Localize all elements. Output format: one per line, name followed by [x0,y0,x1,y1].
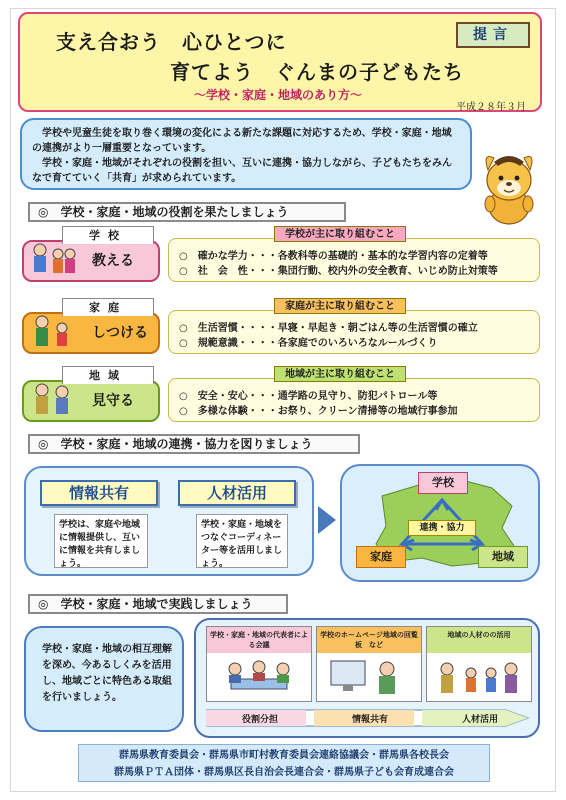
role-home [22,298,540,356]
community-people-illustration [431,655,527,699]
role-task-line: ○ 安全・安心・・・通学路の見守り、防犯パトロール等 [179,391,438,402]
role-community [22,366,540,424]
example-head: 学校のホームページ地域の回覧板 など [317,627,421,653]
footer-line-2: 群馬県ＰＴＡ団体・群馬県区長自治会長連合会・群馬県子ども会育成連合会 [114,767,454,778]
practice-examples-panel [194,618,540,738]
proposal-badge: 提言 [456,22,530,48]
info-sharing-desc: 学校は、家庭や地域に情報提供し、互いに情報を共有しましょう。 [54,514,148,568]
cooperation-diagram [340,464,540,582]
role-task-line: ○ 生活習慣・・・・早寝・早起き・朝ごはん等の生活習慣の確立 [179,323,478,334]
info-sharing-title: 情報共有 [40,480,158,506]
role-tab-home: 家庭 [62,298,154,316]
teacher-students-illustration [28,240,76,280]
diagram-node-home: 家庭 [356,546,406,568]
section-practice-heading: ◎ 学校・家庭・地域で実践しましょう [28,594,288,614]
arrow-right-icon [318,506,336,534]
role-verb-discipline: しつける [92,325,148,341]
example-head: 学校・家庭・地域の代表者による会議 [207,627,311,653]
computer-illustration [321,655,417,699]
role-verb-watch: 見守る [92,393,134,409]
role-tasks-school [168,238,540,282]
example-label-roles: 役割分担 [241,715,278,725]
example-card-talent [426,626,532,702]
practice-text-box: 学校・家庭・地域の相互理解を深め、今あるしくみを活用し、地域ごとに特色ある取組を行いましょう。 [24,626,184,732]
role-school [22,226,540,284]
issue-date: 平成２８年３月 [456,102,526,113]
header-banner [18,12,542,112]
example-label-talent: 人材活用 [461,715,498,725]
role-label-school: 学校が主に取り組むこと [274,226,406,242]
example-card-website [316,626,422,702]
neighbor-illustration [28,380,76,420]
title-line-1: 支え合おう 心ひとつに [56,30,287,54]
role-task-line: ○ 多様な体験・・・お祭り、クリーン清掃等の地域行事参加 [179,406,458,417]
role-tab-school: 学校 [62,226,154,244]
intro-paragraph-2: 学校・家庭・地域がそれぞれの役割を担い、互いに連携・協力しながら、子どもたちをみんなで育てていく「共育」が求められています。 [32,158,452,184]
role-task-line: ○ 確かな学力・・・各教科等の基礎的・基本的な学習内容の定着等 [179,251,488,262]
role-label-home: 家庭が主に取り組むこと [274,298,406,314]
meeting-illustration [211,655,307,699]
diagram-node-community: 地域 [478,546,528,568]
role-task-line: ○ 規範意識・・・・各家庭でのいろいろなルールづくり [179,338,438,349]
diagram-node-school: 学校 [418,472,468,494]
cooperation-panel [24,466,314,576]
role-tasks-home [168,310,540,354]
intro-box [20,118,472,190]
section-roles-heading: ◎ 学校・家庭・地域の役割を果たしましょう [28,202,346,222]
diagram-center-label: 連携・協力 [408,520,476,536]
role-tab-community: 地域 [62,366,154,384]
mascot-illustration [478,150,540,228]
intro-paragraph-1: 学校や児童生徒を取り巻く環境の変化による新たな課題に対応するため、学校・家庭・地域の連携がより一層重要となっています。 [32,128,452,154]
role-tasks-community [168,378,540,422]
section-cooperation-heading: ◎ 学校・家庭・地域の連携・協力を図りましょう [28,434,360,454]
footer-organizations [78,744,490,782]
example-card-meeting [206,626,312,702]
talent-use-desc: 学校・家庭・地域をつなぐコーディネーター等を活用しましょう。 [196,514,288,568]
talent-use-title: 人材活用 [178,480,296,506]
example-head: 地域の人材のの活用 [427,627,531,653]
role-verb-teach: 教える [92,253,134,269]
example-label-info: 情報共有 [351,715,388,725]
role-label-community: 地域が主に取り組むこと [274,366,406,382]
title-line-2: 育てよう ぐんまの子どもたち [170,60,464,84]
role-task-line: ○ 社 会 性・・・集団行動、校内外の安全教育、いじめ防止対策等 [179,266,498,277]
subtitle: ～学校・家庭・地域のあり方～ [194,88,363,102]
footer-line-1: 群馬県教育委員会・群馬県市町村教育委員会連絡協議会・群馬県各校長会 [119,750,449,761]
family-illustration [28,312,76,352]
